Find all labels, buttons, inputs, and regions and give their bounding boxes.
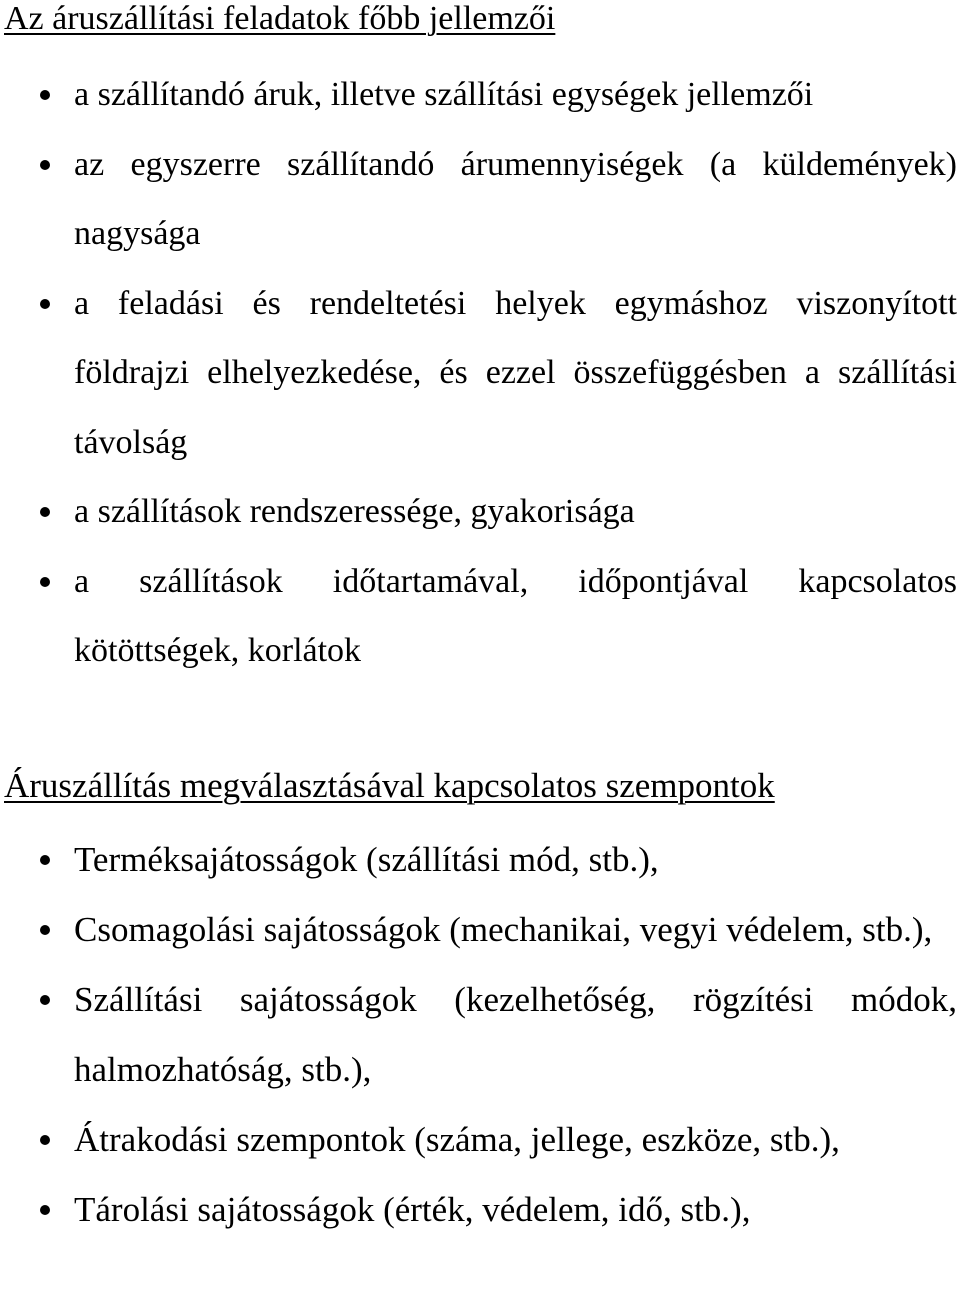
list-item-text: Szállítási sajátosságok (kezelhetőség, rögzítési módok, halmozhatóság, stb.), [74, 980, 957, 1089]
bullet-icon [40, 507, 50, 517]
bullet-icon [40, 90, 50, 100]
list-item [0, 1105, 960, 1175]
bullet-icon [40, 855, 50, 865]
list-item-text: Átrakodási szempontok (száma, jellege, eszköze, stb.), [74, 1120, 840, 1159]
list-item [0, 477, 960, 547]
bullet-icon [40, 577, 50, 587]
bullet-icon [40, 925, 50, 935]
list-item [0, 60, 960, 130]
bullet-icon [40, 1205, 50, 1215]
list-item [0, 825, 960, 895]
characteristics-list [0, 60, 960, 686]
list-item-text: a feladási és rendeltetési helyek egymáshoz viszonyított földrajzi elhelyezkedése, és ezzel összefüggésben a szállítási távolság [74, 284, 957, 461]
list-item [0, 895, 960, 965]
bullet-icon [40, 1135, 50, 1145]
bullet-icon [40, 299, 50, 309]
list-item [0, 965, 960, 1105]
list-item-text: a szállítandó áruk, illetve szállítási egységek jellemzői [74, 76, 814, 113]
list-item-text: a szállítások időtartamával, időpontjával kapcsolatos kötöttségek, korlátok [74, 562, 957, 669]
section-heading-characteristics: Az áruszállítási feladatok főbb jellemzői [4, 0, 556, 37]
list-item-text: a szállítások rendszeressége, gyakorisága [74, 493, 635, 530]
list-item-text: Tárolási sajátosságok (érték, védelem, idő, stb.), [74, 1190, 751, 1229]
list-item-text: Terméksajátosságok (szállítási mód, stb.), [74, 840, 659, 879]
list-item-text: Csomagolási sajátosságok (mechanikai, vegyi védelem, stb.), [74, 910, 933, 949]
list-item [0, 547, 960, 686]
list-item-text: az egyszerre szállítandó árumennyiségek (a küldemények) nagysága [74, 145, 957, 252]
section-heading-selection-criteria: Áruszállítás megválasztásával kapcsolatos szempontok [4, 766, 775, 805]
bullet-icon [40, 160, 50, 170]
list-item [0, 1175, 960, 1245]
bullet-icon [40, 995, 50, 1005]
selection-criteria-list [0, 825, 960, 1245]
list-item [0, 269, 960, 478]
list-item [0, 130, 960, 269]
